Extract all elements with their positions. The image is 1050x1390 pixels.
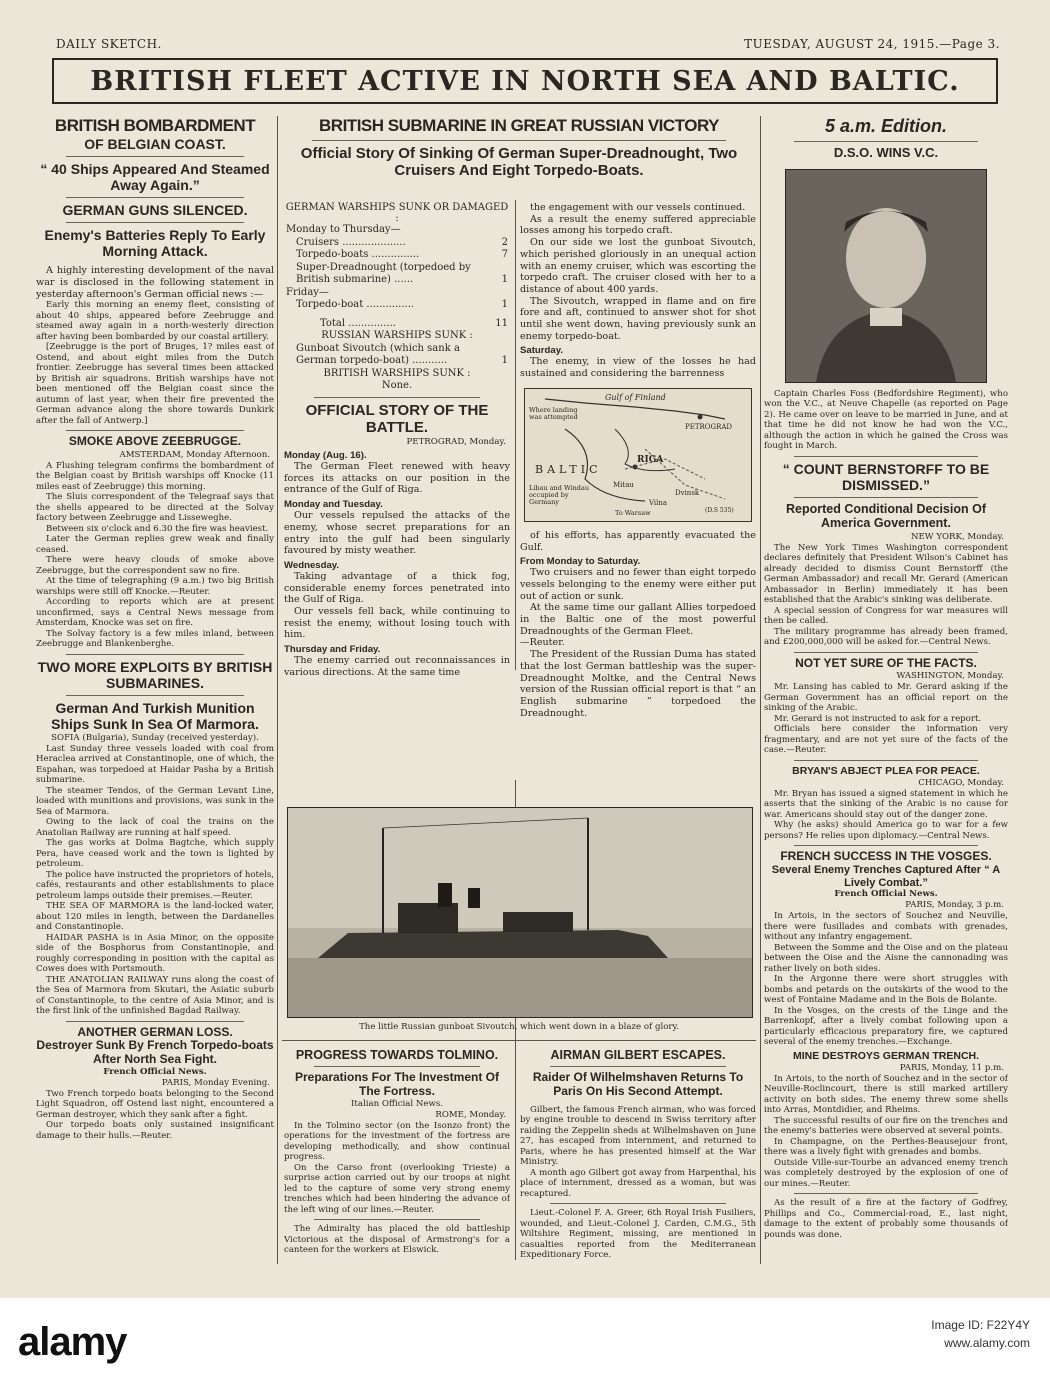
dateline: PARIS, Monday, 11 p.m.	[899, 1062, 1004, 1073]
divider	[66, 695, 244, 696]
map-label: (D.S 535)	[705, 506, 734, 514]
article-text: Between the Somme and the Oise and on the plateau between the Oise and the Aisne the cannonading was rather lively on both sides.	[764, 942, 1008, 974]
table-row-value: 11	[495, 317, 508, 329]
article-text: of his efforts, has apparently evacuated the Gulf.	[520, 529, 756, 553]
map-label: Where landing was attempted	[529, 405, 578, 421]
article-headline: AIRMAN GILBERT ESCAPES.	[550, 1048, 726, 1062]
dateline: CHICAGO, Monday.	[918, 777, 1004, 788]
divider	[794, 652, 978, 653]
map-label: RIGA	[637, 454, 664, 465]
article-subhead: GERMAN GUNS SILENCED.	[62, 201, 248, 218]
article-text: The Admiralty has placed the old battleship Victorious at the disposal of Armstrong's for a canteen for the workers at Elswick.	[284, 1224, 510, 1256]
divider	[550, 1066, 726, 1067]
article-subhead: Destroyer Sunk By French Torpedo-boats After North Sea Fight.	[36, 1038, 274, 1067]
table-heading: BRITISH WARSHIPS SUNK :	[323, 367, 471, 379]
column-rule	[760, 116, 761, 1264]
table-row-value: 1	[501, 355, 508, 366]
source-line: French Official News.	[834, 889, 938, 900]
right-column	[764, 116, 1008, 1266]
divider	[794, 456, 978, 457]
divider	[66, 1021, 244, 1022]
article-text: The enemy, in view of the losses he had sustained and considering the barrenness	[520, 356, 756, 380]
divider	[550, 1203, 726, 1204]
portrait-photo	[785, 169, 987, 383]
paper-name: DAILY SKETCH.	[56, 37, 162, 51]
divider	[794, 141, 978, 142]
table-row-label: Friday—	[286, 286, 329, 298]
map-label: Vilna	[649, 498, 668, 507]
section-label: Monday (Aug. 16).	[284, 450, 367, 461]
article-text: A special session of Congress for war measures will then be called.	[764, 605, 1008, 627]
table-row-label: Torpedo-boat ...............	[296, 299, 415, 310]
article-text: Outside Ville-sur-Tourbe an advanced enemy trench was completely destroyed by the explosion of one of our mines.—Reuter.	[764, 1157, 1008, 1189]
middle-header	[282, 116, 756, 196]
article-headline: BRITISH BOMBARDMENT	[54, 116, 256, 135]
article-text: THE ANATOLIAN RAILWAY runs along the coast of the Sea of Marmora from Skutari, the Asiatic suburb of Constantinople, to the centre of Asia Minor, and is the first link of the unfinished Bagdad Railway.	[36, 974, 274, 1017]
article-text: Officials here consider the information very fragmentary, and are not yet sure of the facts of the case.—Reuter.	[764, 724, 1008, 756]
divider	[66, 156, 244, 157]
table-row-label: Total ...............	[320, 317, 396, 329]
article-text: Between six o'clock and 6.30 the fire was heaviest.	[46, 523, 269, 534]
article-text: The President of the Russian Duma has stated that the lost German battleship was the super-Dreadnought Moltke, and the Central News version of the Russian official report is that “ an English submarine ” torpedoed the Dreadnought.	[520, 649, 756, 719]
article-text: The military programme has already been framed, and £200,000,000 will be asked for.—Central News.	[764, 626, 1008, 648]
article-text: [Zeebrugge is the port of Bruges, 1? miles east of Ostend, and about eight miles from the Dutch frontier. Zeebrugge has several times been attacked by British air squadrons. British warships have not been mentioned off the Belgian coast since the autumn of last year, when their fire prevented the German advance along the shore towards Dunkirk after the fall of Antwerp.]	[36, 342, 274, 426]
article-headline: FRENCH SUCCESS IN THE VOSGES.	[780, 849, 992, 864]
article-text: —Reuter.	[520, 637, 565, 649]
main-headline: BRITISH FLEET ACTIVE IN NORTH SEA AND BALTIC.	[90, 65, 960, 97]
divider	[66, 197, 244, 198]
article-text: Our vessels repulsed the attacks of the enemy, whose secret preparations for an entry into the gulf had been singularly favoured by misty weather.	[284, 510, 510, 557]
article-text: Early this morning an enemy fleet, consisting of about 40 ships, appeared before Zeebrugge and steamed away again in a north-westerly direction after having been bombarded by our coastal artillery.	[36, 300, 274, 342]
article-subhead: German And Turkish Munition Ships Sunk In Sea Of Marmora.	[51, 699, 259, 732]
column-rule	[277, 116, 278, 1264]
divider	[314, 1066, 480, 1067]
article-text: In Artois, in the sectors of Souchez and Neuville, there were fusillades and combats with grenades, without any infantry engagement.	[764, 911, 1008, 943]
dateline: ROME, Monday.	[435, 1109, 506, 1120]
article-headline: OFFICIAL STORY OF THE BATTLE.	[305, 401, 489, 436]
source-line: Italian Official News.	[350, 1098, 444, 1109]
article-text: On our side we lost the gunboat Sivoutch, which perished gloriously in an unequal action with an enemy cruiser, which was escorting the torpedo craft. The cruiser closed with her to a distance of about 400 yards.	[520, 237, 756, 295]
section-label: From Monday to Saturday.	[520, 556, 641, 568]
article-text: Our torpedo boats only sustained insignificant damage to their hulls.—Reuter.	[36, 1120, 274, 1141]
article-headline: NOT YET SURE OF THE FACTS.	[795, 655, 977, 670]
table-row-value: 1	[501, 299, 508, 310]
article-headline: ANOTHER GERMAN LOSS.	[77, 1024, 233, 1039]
article-text: As the result of a fire at the factory of Godfrey, Phillips and Co., Commercial-road, E., last night, damage to the extent of probably some thousands of pounds was done.	[764, 1198, 1008, 1240]
article-subhead: Reported Conditional Decision Of America Government.	[785, 502, 986, 531]
article-text: At the same time our gallant Allies torpedoed in the Baltic one of the most powerful Dreadnoughts of the German Fleet.	[520, 602, 756, 637]
article-text: Mr. Gerard is not instructed to ask for a report.	[774, 713, 982, 724]
column-rule	[515, 200, 516, 670]
image-id-text: Image ID: F22Y4Y	[931, 1318, 1030, 1332]
article-headline: BRITISH SUBMARINE IN GREAT RUSSIAN VICTORY	[319, 116, 719, 135]
table-row-value: 1	[501, 274, 508, 285]
table-row-label: Monday to Thursday—	[286, 224, 401, 235]
dateline: AMSTERDAM, Monday Afternoon.	[119, 449, 270, 460]
stock-footer	[0, 1298, 1050, 1390]
article-text: HAIDAR PASHA is in Asia Minor, on the opposite side of the Bosphorus from Constantinople, and roughly corresponding in position with the capital as Cowes does with Portsmouth.	[36, 932, 274, 975]
article-text: On the Carso front (overlooking Trieste) a surprise action carried out by our troops at night led to the capture of some very strong enemy trenches which had been hindering the advance of the left wing of our lines.—Reuter.	[284, 1162, 510, 1215]
masthead	[56, 37, 1000, 51]
article-text: Why (he asks) should America go to war for a few persons? He relies upon diplomacy.—Central News.	[764, 820, 1008, 841]
article-text: The steamer Tendos, of the German Levant Line, loaded with munitions and provisions, was sunk in the Sea of Marmora.	[36, 785, 274, 817]
alamy-logo: alamy	[18, 1320, 127, 1364]
article-text: The successful results of our fire on the trenches and the enemy's batteries were observed at several points.	[764, 1115, 1008, 1137]
article-text: At the time of telegraphing (9 a.m.) two big British warships were still off Knocke.—Reuter.	[36, 576, 274, 597]
article-headline: PROGRESS TOWARDS TOLMINO.	[295, 1048, 499, 1062]
article-text: The German Fleet renewed with heavy forces its attacks on our position in the entrance of the Gulf of Riga.	[284, 461, 510, 496]
article-text: As a result the enemy suffered appreciable losses among his torpedo craft.	[520, 213, 756, 237]
table-row-label: Gunboat Sivoutch (which sank a German torpedo-boat) ...........	[296, 342, 460, 366]
map-label: Mitau	[613, 480, 634, 489]
gunboat-photo	[288, 808, 752, 1017]
divider	[282, 1040, 756, 1041]
article-text: The gas works at Dolma Bagtche, which supply Pera, have ceased work and the town is lighted by petroleum.	[36, 838, 274, 870]
dateline: WASHINGTON, Monday.	[896, 671, 1004, 682]
photo-caption: The little Russian gunboat Sivoutch, which went down in a blaze of glory.	[359, 1022, 679, 1032]
main-headline-box	[52, 58, 998, 104]
divider	[794, 497, 978, 498]
warships-table	[284, 224, 510, 393]
divider	[66, 654, 244, 655]
divider	[794, 1193, 978, 1194]
article-subhead: SMOKE ABOVE ZEEBRUGGE.	[68, 434, 242, 449]
article-text: In Champagne, on the Perthes-Beausejour front, there was a lively fight with grenades and bombs.	[764, 1136, 1008, 1158]
article-text: Owing to the lack of coal the trains on the Anatolian Railway are running at half speed.	[36, 817, 274, 838]
table-row-label: Cruisers ....................	[296, 236, 406, 248]
left-column	[36, 116, 274, 1266]
article-headline: OF BELGIAN COAST.	[84, 135, 226, 152]
table-row-value: 7	[501, 249, 508, 260]
article-text: Mr. Lansing has cabled to Mr. Gerard asking if the German Government has an official report on the sinking of the Arabic.	[764, 682, 1008, 714]
tolmino-article	[284, 1048, 510, 1263]
article-text: In the Vosges, on the crests of the Linge and the Barrenkopf, after a lively combat following upon a particularly efficacious preparatory fire, we captured several of the enemy trenches.—Exchange.	[764, 1005, 1008, 1048]
article-text: The Solvay factory is a few miles inland, between Zeebrugge and Blankenberghe.	[36, 628, 274, 650]
section-label: Wednesday.	[284, 559, 340, 571]
article-subhead: Enemy's Batteries Reply To Early Morning Attack.	[44, 226, 266, 260]
map-label: Dvinsk	[675, 488, 700, 497]
article-text: A highly interesting development of the naval war is disclosed in the following statement in yesterday afternoon's German official news :—	[36, 265, 274, 300]
divider	[66, 430, 244, 431]
article-text: Gilbert, the famous French airman, who was forced by engine trouble to descend in Swiss territory after raiding the Zeppelin sheds at Wilhelmshaven on June 27, has escaped from internment, and returned to Paris, where he has presented himself at the War Ministry.	[520, 1104, 756, 1168]
table-heading: RUSSIAN WARSHIPS SUNK :	[321, 330, 473, 341]
dateline: PARIS, Monday, 3 p.m.	[905, 900, 1004, 911]
article-subhead: Several Enemy Trenches Captured After “ A Lively Combat.”	[771, 864, 1001, 889]
article-text: Lieut.-Colonel F. A. Greer, 6th Royal Irish Fusiliers, wounded, and Lieut.-Colonel J. Carden, C.M.G., 5th Wiltshire Regiment, missing, are mentioned in casualties reported from the Mediterranean Expeditionary Force.	[520, 1208, 756, 1261]
divider	[66, 222, 244, 223]
table-row-value: 2	[501, 236, 508, 248]
article-headline: TWO MORE EXPLOITS BY BRITISH SUBMARINES.	[37, 658, 273, 691]
article-subhead: Raider Of Wilhelmshaven Returns To Paris On His Second Attempt.	[532, 1070, 744, 1099]
article-headline: MINE DESTROYS GERMAN TRENCH.	[792, 1049, 980, 1062]
map-label: BALTIC	[535, 462, 602, 476]
article-text: The enemy carried out reconnaissances in various directions. At the same time	[284, 655, 510, 678]
divider	[314, 397, 480, 398]
article-subhead: Preparations For The Investment Of The Fortress.	[294, 1070, 500, 1099]
middle-left-column	[284, 202, 510, 784]
article-text: The police have instructed the proprietors of hotels, cafés, restaurants and other establishments to place petroleum lamps outside their premises.—Reuter.	[36, 869, 274, 901]
article-text: Last Sunday three vessels loaded with coal from Heraclea arrived at Constantinople, one of which, the Espahan, was torpedoed at Haidar Pasha by a British submarine.	[36, 743, 274, 786]
divider	[314, 1219, 480, 1220]
image-id	[931, 1318, 1030, 1350]
map-label: Libau and Windau occupied by Germany	[529, 483, 590, 507]
article-text: In the Argonne there were short struggles with bombs and petards on the outskirts of the wood to the west of Fontaine Madame and in the Bois de Bolante.	[764, 974, 1008, 1006]
section-label: Thursday and Friday.	[284, 644, 381, 656]
article-text: Mr. Bryan has issued a signed statement in which he asserts that the sinking of the Arabic is no cause for war. Americans should stay out of the danger zone.	[764, 788, 1008, 820]
article-text: In Artois, to the north of Souchez and in the sector of Neuville-Roclincourt, there is still marked artillery activity on both sides. The enemy threw some shells into Arras, Montdidier, and Rheims.	[764, 1073, 1008, 1116]
article-text: the engagement with our vessels continued.	[530, 202, 746, 213]
article-text: According to reports which are at present unconfirmed, says a Central News message from Amsterdam, Knocke was set on fire.	[36, 597, 274, 629]
article-headline: BRYAN'S ABJECT PLEA FOR PEACE.	[792, 764, 980, 777]
article-text: The Sivoutch, wrapped in flame and on fire fore and aft, continued to answer shot for shot until she went down, having previously sunk an enemy torpedo-boat.	[520, 295, 756, 342]
map-label: Gulf of Finland	[605, 392, 666, 402]
article-text: The Sluis correspondent of the Telegraaf says that the shells appeared to be directed at the Solvay factory between Zeebrugge and Lisseweghe.	[36, 492, 274, 524]
article-subhead: “ 40 Ships Appeared And Steamed Away Again.”	[40, 160, 270, 193]
section-label: Monday and Tuesday.	[284, 499, 383, 511]
table-row-label: Torpedo-boats ...............	[296, 249, 420, 260]
middle-right-column	[520, 202, 756, 784]
baltic-map	[524, 388, 752, 522]
article-text: In the Tolmino sector (on the Isonzo front) the operations for the investment of the fortress are developing methodically, and show continual progress.	[284, 1120, 510, 1163]
article-text: Taking advantage of a thick fog, considerable enemy forces penetrated into the Gulf of Riga.	[284, 570, 510, 606]
article-text: A month ago Gilbert got away from Harpenthal, his place of internment, dressed as a woman, but was recaptured.	[520, 1167, 756, 1199]
divider	[794, 760, 978, 761]
portrait-drawing	[786, 170, 986, 382]
table-heading: GERMAN WARSHIPS SUNK OR DAMAGED :	[285, 202, 509, 224]
issue-date: TUESDAY, AUGUST 24, 1915.—Page 3.	[744, 37, 1000, 51]
airman-article	[520, 1048, 756, 1263]
article-subhead: Official Story Of Sinking Of German Super-Dreadnought, Two Cruisers And Eight Torpedo-Boats.	[300, 144, 738, 179]
divider	[794, 845, 978, 846]
dateline: NEW YORK, Monday.	[910, 531, 1004, 542]
article-text: THE SEA OF MARMORA is the land-locked water, about 120 miles in length, between the Dardanelles and Constantinople.	[36, 901, 274, 933]
site-url: www.alamy.com	[944, 1336, 1030, 1350]
dateline: SOFIA (Bulgaria), Sunday (received yesterday).	[51, 732, 259, 743]
article-text: Two cruisers and no fewer than eight torpedo vessels belonging to the enemy were either put out of action or sunk.	[520, 567, 756, 602]
table-row-label: None.	[381, 380, 413, 391]
article-text: Two French torpedo boats belonging to the Second Light Squadron, off Ostend last night, encountered a German destroyer, which they sank after a fight.	[36, 1088, 274, 1120]
divider	[312, 140, 726, 141]
photo-caption: Captain Charles Foss (Bedfordshire Regiment), who won the V.C., at Neuve Chapelle (as reported on Page 2). He came over on leave to be married in June, and at that time he did not know he had won the V.C., although the action in which he gained the Cross was fought in March.	[764, 388, 1008, 452]
dateline: PETROGRAD, Monday.	[406, 437, 506, 447]
article-text: There were heavy clouds of smoke above Zeebrugge, but the correspondent saw no fire.	[36, 555, 274, 576]
source-line: French Official News.	[103, 1066, 207, 1077]
edition-label: 5 a.m. Edition.	[824, 116, 948, 136]
article-text: The New York Times Washington correspondent declares definitely that President Wilson's Cabinet has already decided to dismiss Count Bernstorff (the German Ambassador) and recall Mr. Gerard (American Ambassador in Berlin) immediately it has been established that the Arabic's sinking was deliberate.	[764, 542, 1008, 606]
article-text: A Flushing telegram confirms the bombardment of the Belgian coast by British warships off Knocke (11 miles east of Zeebrugge) this morning.	[36, 460, 274, 492]
article-text: Our vessels fell back, while continuing to resist the enemy, without losing touch with him.	[284, 606, 510, 641]
dateline: PARIS, Monday Evening.	[161, 1077, 270, 1088]
map-label: To Warsaw	[615, 508, 651, 517]
section-label: Saturday.	[520, 345, 564, 357]
gunboat-photo-frame	[287, 807, 753, 1018]
article-text: Later the German replies grew weak and finally ceased.	[36, 534, 274, 555]
article-headline: D.S.O. WINS V.C.	[833, 145, 939, 160]
article-headline: “ COUNT BERNSTORFF TO BE DISMISSED.”	[782, 460, 990, 493]
map-label: PETROGRAD	[685, 422, 733, 431]
table-row-label: Super-Dreadnought (torpedoed by British submarine) ......	[296, 261, 471, 285]
